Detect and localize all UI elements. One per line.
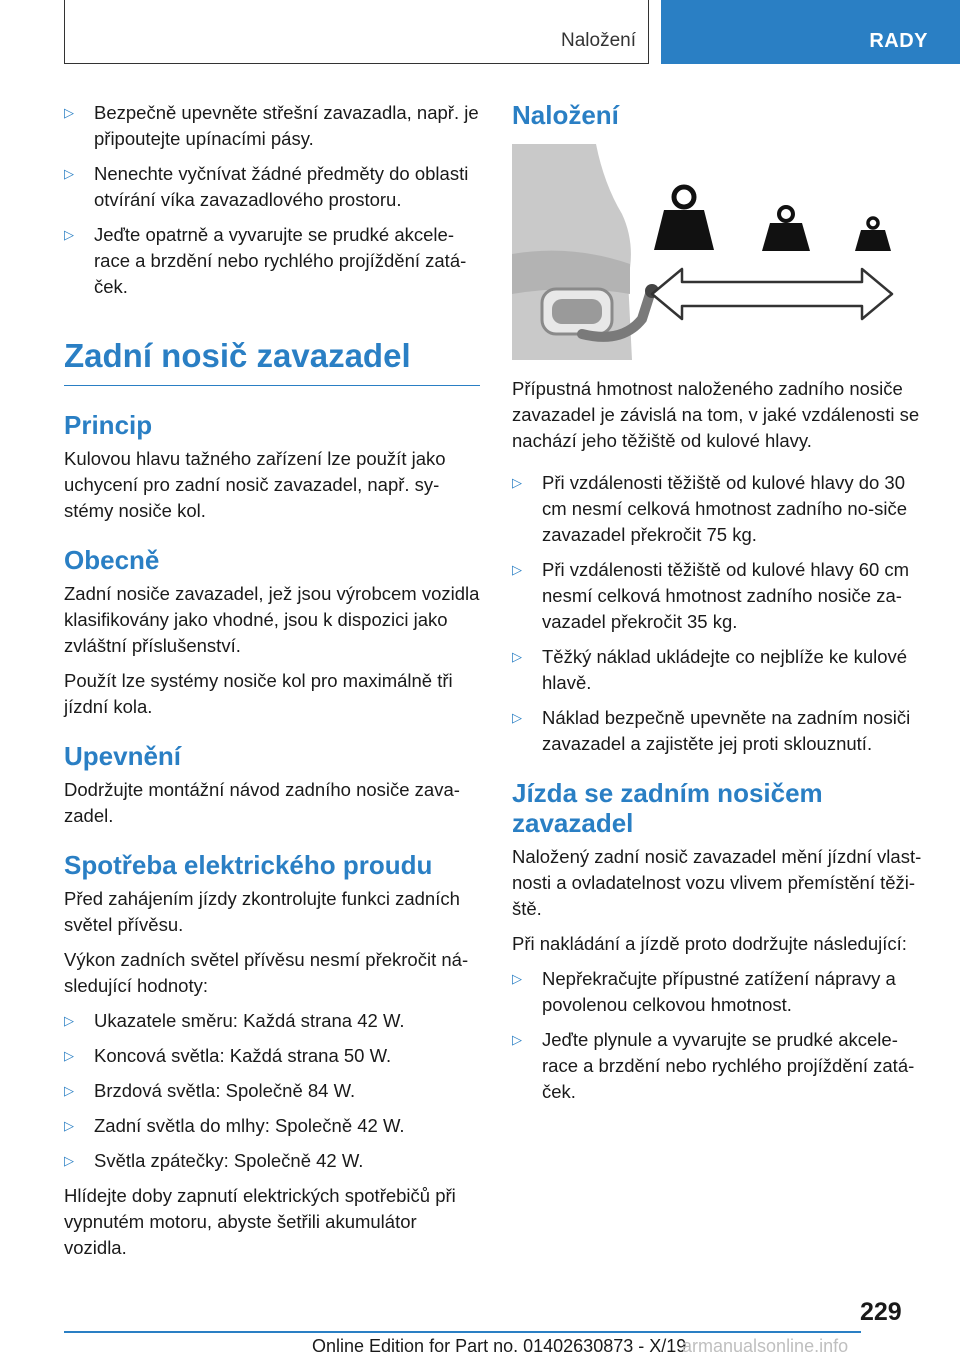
triangle-bullet-icon: ▷ xyxy=(512,710,522,725)
list-item-text: Nepřekračujte přípustné zatížení nápravy a povolenou celkovou hmotnost. xyxy=(542,968,896,1015)
triangle-bullet-icon: ▷ xyxy=(64,1118,74,1133)
list-item-text: Náklad bezpečně upevněte na zadním nosiči zavazadel a zajistěte jej proti sklouznutí. xyxy=(542,707,911,754)
triangle-bullet-icon: ▷ xyxy=(64,166,74,181)
obecne-heading: Obecně xyxy=(64,545,160,575)
list-item xyxy=(512,470,928,548)
list-item-text: Jeďte opatrně a vyvarujte se prudké akcele-race a brzdění nebo rychlého projíždění zatá-ček. xyxy=(94,224,467,297)
triangle-bullet-icon: ▷ xyxy=(64,227,74,242)
list-item-text: Jeďte plynule a vyvarujte se prudké akcele-race a brzdění nebo rychlého projíždění zatá-ček. xyxy=(542,1029,915,1102)
load-distance-illustration xyxy=(512,144,928,360)
list-item xyxy=(64,1043,480,1069)
spotreba-heading: Spotřeba elektrického proudu xyxy=(64,850,433,880)
list-item-text: Světla zpátečky: Společně 42 W. xyxy=(94,1150,364,1171)
jizda-heading: Jízda se zadním nosičem zavazadel xyxy=(512,778,823,838)
jizda-text-2: Při nakládání a jízdě proto dodržujte následující: xyxy=(512,933,907,954)
list-item-text: Ukazatele směru: Každá strana 42 W. xyxy=(94,1010,405,1031)
triangle-bullet-icon: ▷ xyxy=(512,649,522,664)
list-item xyxy=(512,644,928,696)
triangle-bullet-icon: ▷ xyxy=(512,1032,522,1047)
triangle-bullet-icon: ▷ xyxy=(64,1153,74,1168)
list-item-text: Brzdová světla: Společně 84 W. xyxy=(94,1080,356,1101)
upevneni-heading: Upevnění xyxy=(64,741,182,771)
spotreba-text-1: Před zahájením jízdy zkontrolujte funkci zadních světel přívěsu. xyxy=(64,888,460,935)
nalozeni-text: Přípustná hmotnost naloženého zadního nosiče zavazadel je závislá na tom, v jaké vzdálenosti se nachází jeho těžiště od kulové hlavy. xyxy=(512,378,920,451)
left-column xyxy=(64,100,480,1270)
triangle-bullet-icon: ▷ xyxy=(512,475,522,490)
triangle-bullet-icon: ▷ xyxy=(512,971,522,986)
list-item xyxy=(512,705,928,757)
nalozeni-heading: Naložení xyxy=(512,100,619,130)
page-number: 229 xyxy=(860,1298,902,1326)
list-item xyxy=(512,557,928,635)
princip-text: Kulovou hlavu tažného zařízení lze použít jako uchycení pro zadní nosič zavazadel, např. sy-stémy nosiče kol. xyxy=(64,448,446,521)
header-tab-rady[interactable]: RADY xyxy=(661,0,960,64)
list-item xyxy=(64,100,480,152)
footer-edition: Online Edition for Part no. 01402630873 - X/19 xyxy=(312,1336,687,1356)
list-item xyxy=(64,1148,480,1174)
jizda-text-1: Naložený zadní nosič zavazadel mění jízdní vlast-nosti a ovladatelnost vozu vlivem přemístění těži-ště. xyxy=(512,846,922,919)
princip-heading: Princip xyxy=(64,410,153,440)
list-item-text: Koncová světla: Každá strana 50 W. xyxy=(94,1045,392,1066)
watermark: armanualsonline.info xyxy=(682,1336,849,1356)
list-item xyxy=(64,222,480,300)
triangle-bullet-icon: ▷ xyxy=(64,1048,74,1063)
list-item-text: Bezpečně upevněte střešní zavazadla, např. je připoutejte upínacími pásy. xyxy=(94,102,479,149)
list-item xyxy=(512,966,928,1018)
list-item xyxy=(64,1008,480,1034)
obecne-text-2: Použít lze systémy nosiče kol pro maximálně tři jízdní kola. xyxy=(64,670,453,717)
spotreba-text-2: Výkon zadních světel přívěsu nesmí překročit ná-sledující hodnoty: xyxy=(64,949,469,996)
list-item-text: Nenechte vyčnívat žádné předměty do oblasti otvírání víka zavazadlového prostoru. xyxy=(94,163,469,210)
footer-divider xyxy=(64,1331,861,1333)
spotreba-text-3: Hlídejte doby zapnutí elektrických spotřebičů při vypnutém motoru, abyste šetřili akumulátor vozidla. xyxy=(64,1185,456,1258)
triangle-bullet-icon: ▷ xyxy=(64,105,74,120)
list-item-text: Při vzdálenosti těžiště od kulové hlavy 60 cm nesmí celková hmotnost zadního nosiče za-vazadel překročit 35 kg. xyxy=(542,559,910,632)
list-item xyxy=(512,1027,928,1105)
header-section-title: Naložení xyxy=(561,30,636,51)
list-item xyxy=(64,1113,480,1139)
list-item-text: Při vzdálenosti těžiště od kulové hlavy do 30 cm nesmí celková hmotnost zadního no-siče zavazadel překročit 75 kg. xyxy=(542,472,908,545)
triangle-bullet-icon: ▷ xyxy=(512,562,522,577)
obecne-text-1: Zadní nosiče zavazadel, jež jsou výrobcem vozidla klasifikovány jako vhodné, jsou k dispozici jako zvláštní příslušenství. xyxy=(64,583,480,656)
upevneni-text: Dodržujte montážní návod zadního nosiče zava-zadel. xyxy=(64,779,460,826)
list-item-text: Zadní světla do mlhy: Společně 42 W. xyxy=(94,1115,405,1136)
list-item-text: Těžký náklad ukládejte co nejblíže ke kulové hlavě. xyxy=(542,646,908,693)
main-heading: Zadní nosič zavazadel xyxy=(64,337,480,386)
list-item xyxy=(64,161,480,213)
triangle-bullet-icon: ▷ xyxy=(64,1013,74,1028)
triangle-bullet-icon: ▷ xyxy=(64,1083,74,1098)
right-column xyxy=(512,100,928,1114)
list-item xyxy=(64,1078,480,1104)
